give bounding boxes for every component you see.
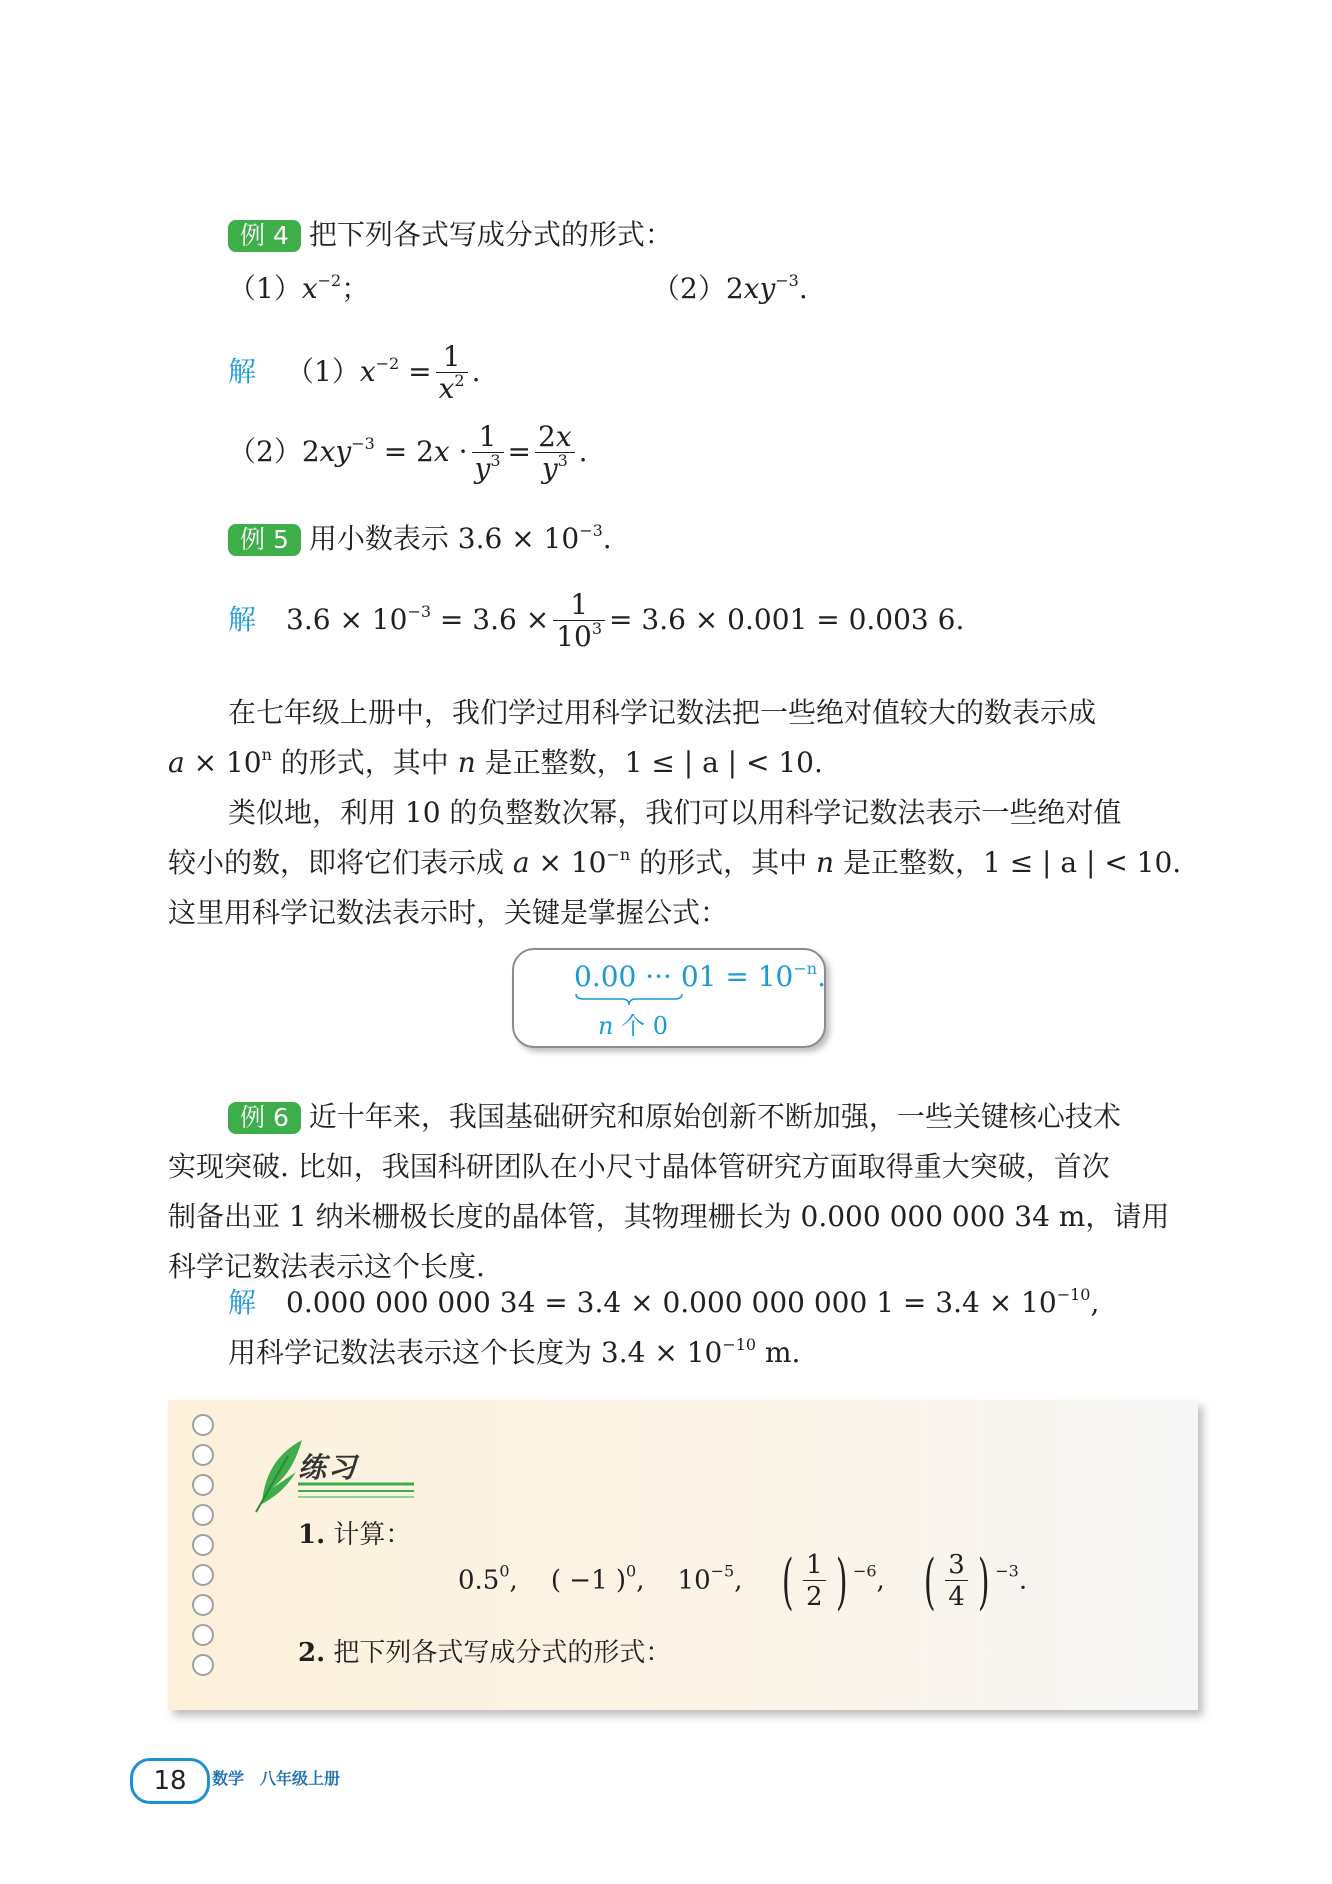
example-prompt: 把下列各式写成分式的形式： xyxy=(308,218,673,251)
solution-4-part-2: $(2)2xy^{-3} = 2x$ · $\frac{1}{y^3}$ = $\frac{2x}{y^3}$ . xyxy=(228,420,588,485)
fraction: $\frac{1}{10^3}$ xyxy=(553,590,605,653)
key-formula: 0.00 ··· $01 = 10^{-n}$. xyxy=(574,959,826,993)
solution-6-line-1: 解 0.000 000 000 34 = 3.4 × 0.000 000 000 $1 = 3.4 \times 10^{-10}$, xyxy=(228,1285,1100,1319)
example-4-item-2: $(2)2xy^{-3}$. xyxy=(652,271,808,305)
solution-5: 解 $3.6 \times 10^{-3} = 3.6$ × $\frac{1}{10^3}$ = 3.6 × 0.001 = 0.003 6. xyxy=(228,588,965,653)
underbrace-icon xyxy=(574,992,684,1006)
fraction: $\frac{2x}{y^3}$ xyxy=(535,422,575,485)
example-tag: 例 5 xyxy=(228,524,301,556)
binder-ring-icon xyxy=(192,1504,214,1526)
fraction: $\frac{1}{x^2}$ xyxy=(436,342,468,405)
binder-ring-icon xyxy=(192,1444,214,1466)
binder-ring-icon xyxy=(192,1624,214,1646)
book-title: 数学 八年级上册 xyxy=(212,1769,341,1788)
example-5-heading: 例 5 用小数表示 $3.6 \times 10^{-3}$. xyxy=(228,522,612,556)
example-4-item-1: $(1)x^{-2}$； xyxy=(228,271,370,305)
fraction: $\frac{1}{y^3}$ xyxy=(472,422,504,485)
solution-label: 解 xyxy=(228,355,257,388)
fraction: $\frac{1}{2}$ xyxy=(803,1550,826,1613)
binder-ring-icon xyxy=(192,1654,214,1676)
practice-question-1-expressions: $0.5^0$, ( −1 )$^0$, $10^{-5}$, ( $\frac{1}{2}$ ) $^{-6}$, ( $\frac{3}{4}$ ) $^{-3}$. xyxy=(458,1546,1028,1617)
practice-question-2: 2. 把下列各式写成分式的形式： xyxy=(298,1638,672,1668)
paragraph-scientific-notation-small: 类似地，利用 10 的负整数次幂，我们可以用科学记数法表示一些绝对值 较小的数，即将它们表示成 $a \times 10^{-n}$ 的形式，其中 n 是正整数，1 ≤ | a | < 10. 这里用科学记数法表示时，关键是掌握公式： xyxy=(168,796,1182,929)
key-formula-box xyxy=(512,948,826,1048)
practice-question-1: 1. 计算： xyxy=(298,1520,412,1550)
solution-label: 解 xyxy=(228,603,257,636)
paragraph-scientific-notation-large: 在七年级上册中，我们学过用科学记数法把一些绝对值较大的数表示成 $a \times 10^n$ 的形式，其中 n 是正整数，1 ≤ | a | < 10. xyxy=(168,696,1097,779)
binder-ring-icon xyxy=(192,1534,214,1556)
practice-title: 练习 xyxy=(298,1451,359,1484)
practice-box xyxy=(168,1400,1198,1710)
solution-4-part-1: 解 $(1)x^{-2}$ = $\frac{1}{x^2}$ . xyxy=(228,340,481,405)
example-4-heading xyxy=(228,218,673,252)
solution-label: 解 xyxy=(228,1286,257,1319)
binder-ring-icon xyxy=(192,1414,214,1436)
fraction: $\frac{3}{4}$ xyxy=(945,1550,968,1613)
example-tag: 例 4 xyxy=(228,220,301,252)
example-tag: 例 6 xyxy=(228,1102,301,1134)
example-6: 例 6 近十年来，我国基础研究和原始创新不断加强，一些关键核心技术 实现突破. 比如，我国科研团队在小尺寸晶体管研究方面取得重大突破，首次 制备出亚 1 纳米栅极长度的晶体管，其物理栅长为 0.000 000 000 34 m，请用 科学记数法表示这个长度. xyxy=(168,1100,1170,1283)
binder-ring-icon xyxy=(192,1564,214,1586)
solution-6-line-2: 用科学记数法表示这个长度为 $3.4 \times 10^{-10}$ m. xyxy=(228,1335,801,1369)
binder-ring-icon xyxy=(192,1594,214,1616)
formula-annotation: n 个 0 xyxy=(598,1012,668,1040)
page-number: 18 xyxy=(130,1758,210,1804)
binder-ring-icon xyxy=(192,1474,214,1496)
